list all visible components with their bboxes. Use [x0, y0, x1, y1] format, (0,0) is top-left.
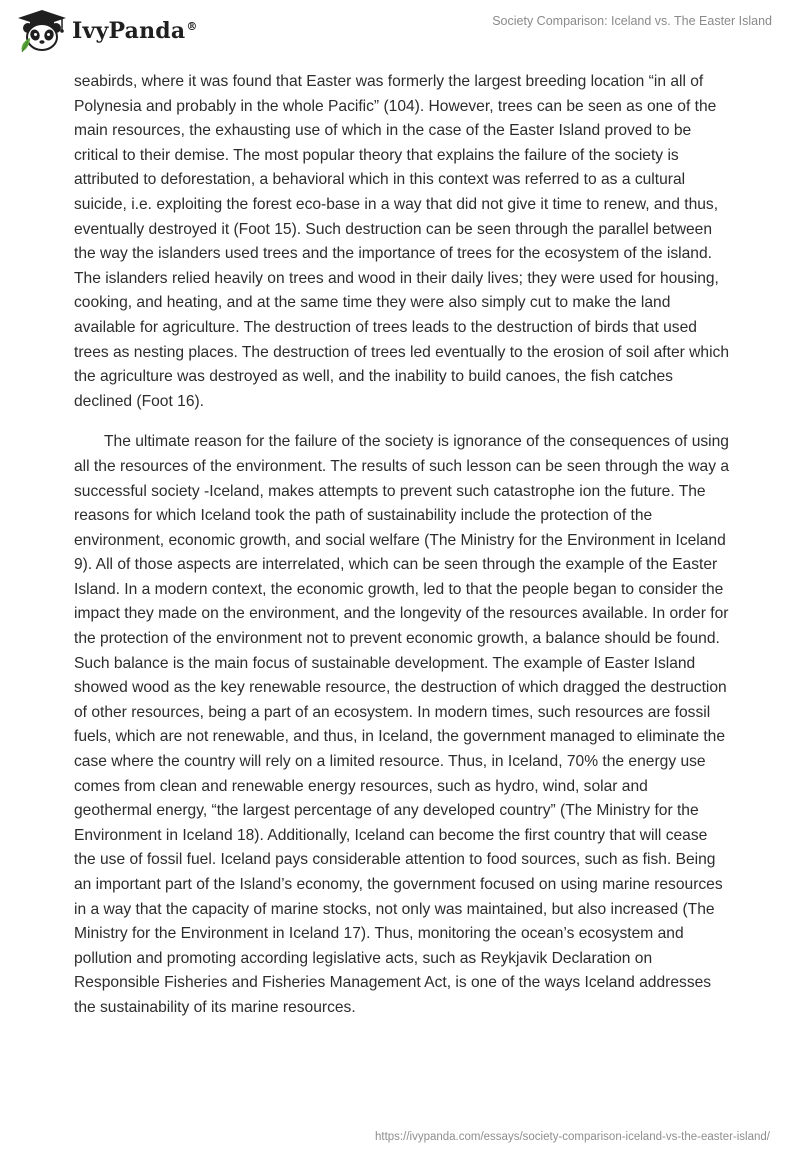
essay-paragraph: seabirds, where it was found that Easter was formerly the largest breeding location “in all of Polynesia and probably in the whole Pacific” (104). However, trees can be seen as one of the main resources, the exhausting use of which in the case of the Easter Island proved to be critical to their demise. The most popular theory that explains the failure of the society is attributed to deforestation, a behavioral which in this context was referred to as a cultural suicide, i.e. exploiting the forest eco-base in a way that did not give it time to renew, and thus, eventually destroyed it (Foot 15). Such destruction can be seen through the parallel between the way the islanders used trees and the importance of trees for the ecosystem of the island. The islanders relied heavily on trees and wood in their daily lives; they were used for housing, cooking, and heating, and at the same time they were also simply cut to make the land available for agriculture. The destruction of trees leads to the destruction of birds that used trees as nesting places. The destruction of trees led eventually to the erosion of soil after which the agriculture was destroyed as well, and the inability to build canoes, the fish catches declined (Foot 16). [74, 73, 730, 410]
registered-mark: ® [186, 19, 198, 33]
ivypanda-logo[interactable] [14, 8, 198, 54]
essay-body [74, 70, 730, 1021]
document-title: Society Comparison: Iceland vs. The Easter Island [492, 14, 772, 28]
source-url[interactable]: https://ivypanda.com/essays/society-comparison-iceland-vs-the-easter-island/ [375, 1131, 770, 1143]
logo-wordmark: IvyPanda® [72, 18, 198, 44]
page-header [0, 0, 800, 66]
panda-graduate-icon [14, 8, 70, 54]
essay-paragraph: The ultimate reason for the failure of the society is ignorance of the consequences of using all the resources of the environment. The results of such lesson can be seen through the way a successful society -Iceland, makes attempts to prevent such catastrophe ion the future. The reasons for which Iceland took the path of sustainability include the protection of the environment, economic growth, and social welfare (The Ministry for the Environment in Iceland 9). All of those aspects are interrelated, which can be seen through the example of the Easter Island. In a modern context, the economic growth, led to that the people began to consider the impact they made on the environment, and the longevity of the resources available. In order for the protection of the environment not to prevent economic growth, a balance should be found. Such balance is the main focus of sustainable development. The example of Easter Island showed wood as the key renewable resource, the destruction of which dragged the destruction of other resources, being a part of an ecosystem. In modern times, such resources are fossil fuels, which are not renewable, and thus, in Iceland, the government managed to eliminate the case where the country will rely on a limited resource. Thus, in Iceland, 70% the energy use comes from clean and renewable energy resources, such as hydro, wind, solar and geothermal energy, “the largest percentage of any developed country” (The Ministry for the Environment in Iceland 18). Additionally, Iceland can become the first country that will cease the use of fossil fuel. Iceland pays considerable attention to food sources, such as fish. Being an important part of the Island’s economy, the government focused on using marine resources in a way that the capacity of marine stocks, not only was maintained, but also increased (The Ministry for the Environment in Iceland 17). Thus, monitoring the ocean’s ecosystem and pollution and promoting according legislative acts, such as Reykjavik Declaration on Responsible Fisheries and Fisheries Management Act, is one of the ways Iceland addresses the sustainability of its marine resources. [74, 433, 730, 1016]
